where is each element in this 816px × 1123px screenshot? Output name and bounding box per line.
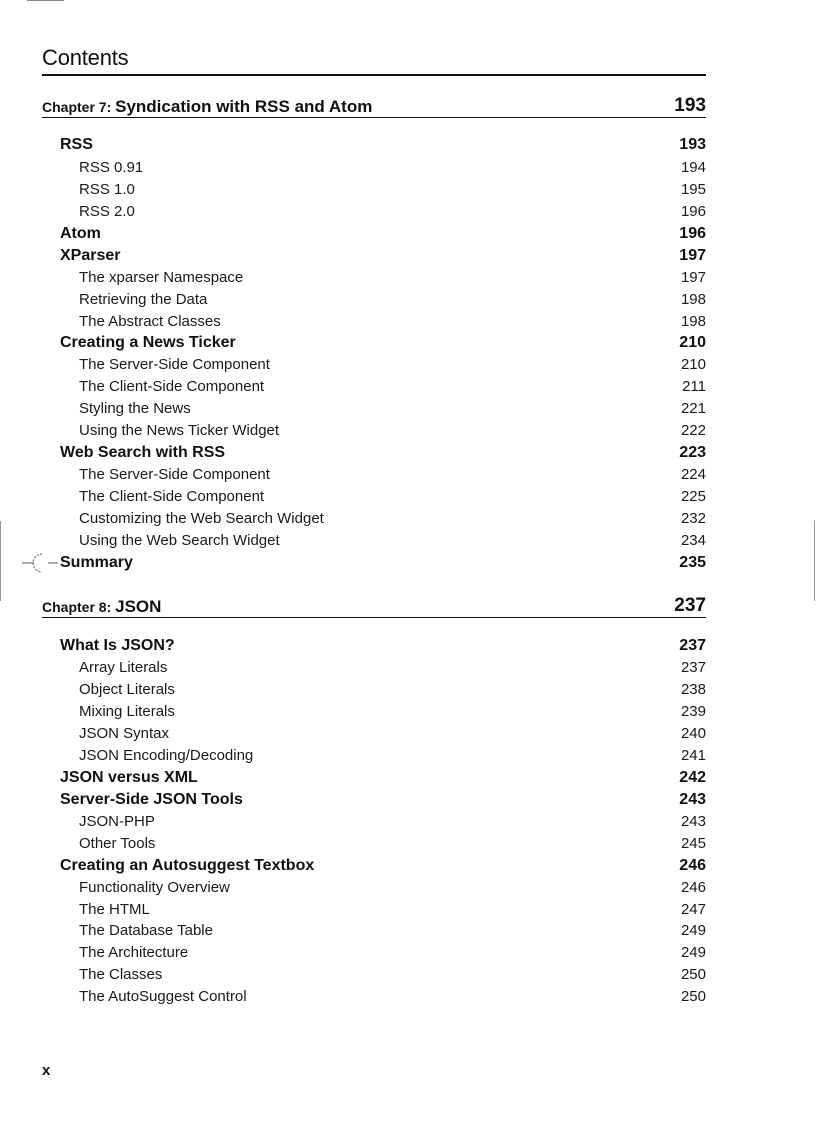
toc-entry-title: JSON Encoding/Decoding [79,747,254,764]
toc-entry-page: 237 [679,637,706,654]
toc-entry-page: 210 [680,356,706,373]
toc-entry[interactable] [60,135,706,155]
toc-entry[interactable] [60,636,706,656]
toc-entry-page: 237 [680,659,706,676]
toc-entry[interactable] [79,724,706,744]
toc-entry-title: RSS [60,136,93,153]
toc-entry[interactable] [60,553,706,573]
toc-entry-title: The Database Table [79,922,213,939]
toc-entry-page: 234 [680,532,706,549]
toc-entry-title: The Architecture [79,944,189,961]
toc-entry-page: 243 [680,813,706,830]
toc-entry-page: 222 [680,422,706,439]
toc-entry[interactable] [79,377,706,397]
toc-entry[interactable] [79,812,706,832]
toc-entry[interactable] [79,943,706,963]
toc-entry-page: 224 [680,466,706,483]
toc-entry-page: 250 [680,988,706,1005]
toc-entry-title: Customizing the Web Search Widget [79,510,324,527]
chapter-number: Chapter 7: [42,99,116,115]
toc-entry[interactable] [79,658,706,678]
toc-entry-page: 194 [680,159,706,176]
toc-entry-title: RSS 0.91 [79,159,144,176]
toc-entry-page: 247 [680,901,706,918]
toc-entry[interactable] [60,768,706,788]
toc-entry[interactable] [79,702,706,722]
toc-entry-page: 211 [682,378,706,395]
toc-entry[interactable] [79,680,706,700]
header-rule [42,74,706,76]
chapter-8-heading[interactable] [42,597,706,618]
toc-entry[interactable] [79,487,706,507]
toc-entry-page: 235 [679,554,706,571]
toc-entry-title: Creating an Autosuggest Textbox [60,857,315,874]
toc-entry-title: The Server-Side Component [79,466,270,483]
toc-entry[interactable] [79,834,706,854]
toc-entry[interactable] [79,900,706,920]
toc-entry-page: 240 [680,725,706,742]
toc-entry-page: 238 [680,681,706,698]
registration-mark-icon [22,552,58,574]
toc-entry[interactable] [79,180,706,200]
toc-entry-page: 232 [680,510,706,527]
toc-entry[interactable] [60,443,706,463]
page-number: x [42,1062,51,1079]
toc-entry[interactable] [79,268,706,288]
toc-entry-page: 249 [680,922,706,939]
toc-entry-title: The Abstract Classes [79,313,221,330]
toc-entry-page: 198 [680,313,706,330]
toc-entry-page: 210 [679,334,706,351]
toc-entry[interactable] [60,333,706,353]
toc-entry[interactable] [79,399,706,419]
toc-entry-page: 225 [680,488,706,505]
toc-entry-page: 242 [679,769,706,786]
toc-entry-title: The HTML [79,901,150,918]
toc-entry-title: Using the Web Search Widget [79,532,280,549]
toc-entry-page: 196 [680,203,706,220]
toc-entry-title: Web Search with RSS [60,444,226,461]
toc-entry-title: Styling the News [79,400,191,417]
chapter-title: JSON [115,597,162,616]
toc-entry-title: What Is JSON? [60,637,175,654]
toc-entry[interactable] [79,531,706,551]
toc-entry[interactable] [79,290,706,310]
toc-entry[interactable] [60,790,706,810]
toc-entry-title: The Server-Side Component [79,356,270,373]
toc-entry-title: Atom [60,225,101,242]
toc-entry-title: Array Literals [79,659,168,676]
toc-entry[interactable] [79,987,706,1007]
toc-entry-title: The Client-Side Component [79,488,265,505]
toc-entry-page: 197 [680,269,706,286]
toc-entry-page: 197 [679,247,706,264]
toc-entry-page: 221 [680,400,706,417]
toc-entry[interactable] [60,246,706,266]
toc-entry-page: 196 [679,225,706,242]
crop-mark-top [27,0,64,1]
toc-entry-title: Other Tools [79,835,156,852]
crop-mark-left [0,521,1,601]
toc-entry-title: The xparser Namespace [79,269,244,286]
chapter-page: 193 [674,95,706,116]
toc-entry-page: 250 [680,966,706,983]
toc-entry-page: 241 [680,747,706,764]
toc-entry-title: RSS 1.0 [79,181,135,198]
toc-entry-title: The Client-Side Component [79,378,265,395]
toc-entry-title: RSS 2.0 [79,203,135,220]
toc-entry[interactable] [79,465,706,485]
toc-entry-title: Object Literals [79,681,175,698]
toc-entry[interactable] [60,856,706,876]
toc-entry[interactable] [60,224,706,244]
toc-entry-title: Server-Side JSON Tools [60,791,243,808]
toc-entry[interactable] [79,312,706,332]
chapter-page: 237 [674,595,706,616]
toc-entry-title: Using the News Ticker Widget [79,422,280,439]
crop-mark-right [814,521,815,601]
toc-entry-page: 249 [680,944,706,961]
page-title: Contents [42,45,129,70]
toc-entry-title: Functionality Overview [79,879,230,896]
toc-entry[interactable] [79,746,706,766]
toc-entry-page: 195 [680,181,706,198]
toc-entry-page: 246 [679,857,706,874]
chapter-label [42,597,161,617]
toc-entry-title: JSON versus XML [60,769,198,786]
toc-entry-title: Retrieving the Data [79,291,208,308]
toc-entry-page: 193 [679,136,706,153]
toc-entry[interactable] [79,421,706,441]
chapter-number: Chapter 8: [42,599,116,615]
toc-entry-title: JSON Syntax [79,725,170,742]
toc-entry-title: The Classes [79,966,163,983]
toc-entry[interactable] [79,202,706,222]
toc-entry[interactable] [79,965,706,985]
toc-entry[interactable] [79,158,706,178]
chapter-title: Syndication with RSS and Atom [115,97,373,116]
toc-entry-page: 245 [680,835,706,852]
toc-entry-title: XParser [60,247,121,264]
chapter-label [42,97,372,117]
toc-entry[interactable] [79,878,706,898]
toc-entry-page: 198 [680,291,706,308]
toc-entry-title: JSON-PHP [79,813,155,830]
toc-entry-page: 243 [679,791,706,808]
toc-entry-title: Summary [60,554,133,571]
toc-entry-page: 246 [680,879,706,896]
toc-entry-title: The AutoSuggest Control [79,988,247,1005]
toc-entry[interactable] [79,509,706,529]
toc-entry[interactable] [79,921,706,941]
chapter-7-heading[interactable] [42,97,706,118]
toc-entry-page: 223 [679,444,706,461]
toc-entry-title: Mixing Literals [79,703,175,720]
toc-entry-page: 239 [680,703,706,720]
toc-entry[interactable] [79,355,706,375]
toc-entry-title: Creating a News Ticker [60,334,236,351]
